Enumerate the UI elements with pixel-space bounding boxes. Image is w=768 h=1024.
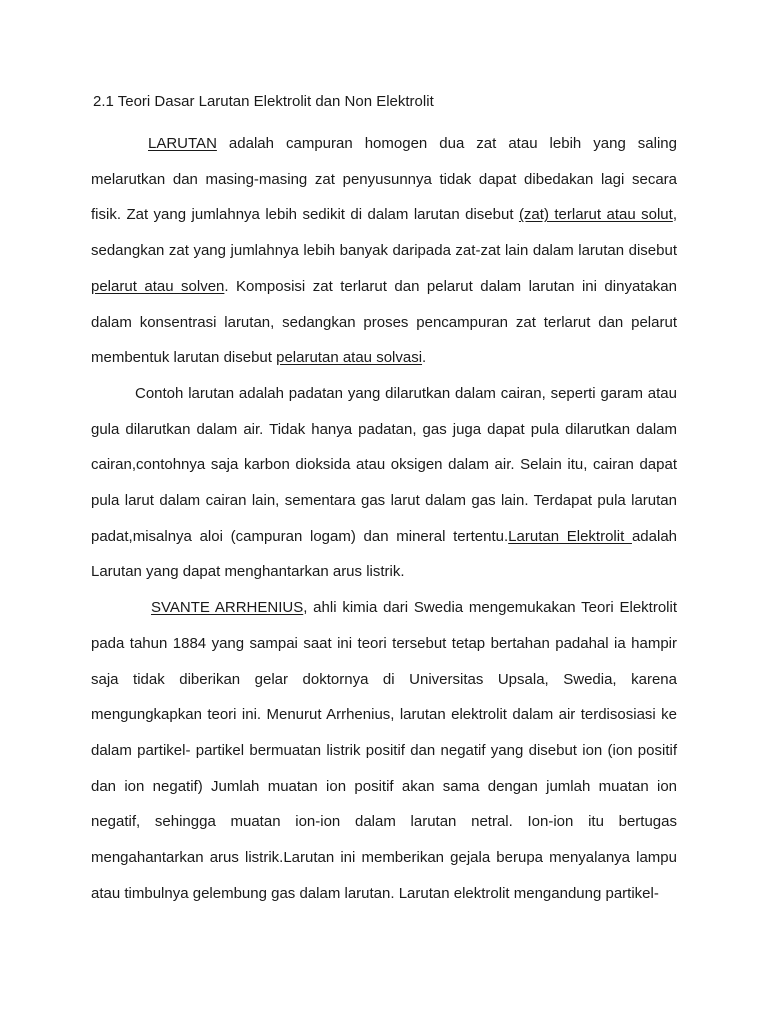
text-run: , sedangkan zat yang jumlahnya lebih banyak daripada zat-zat lain dalam larutan disebut — [91, 206, 677, 260]
text-run: . Komposisi zat terlarut dan pelarut dalam larutan ini dinyatakan dalam konsentrasi larutan, sedangkan proses pencampuran zat terlarut dan pelarut membentuk larutan disebut — [91, 277, 677, 367]
paragraph-contoh-larutan — [91, 376, 677, 590]
paragraph-arrhenius — [91, 590, 677, 911]
section-heading: 2.1 Teori Dasar Larutan Elektrolit dan Non Elektrolit — [93, 93, 434, 110]
term-pelarut: pelarut atau solven — [91, 277, 225, 295]
term-larutan: LARUTAN — [148, 135, 217, 152]
body-text — [91, 126, 677, 911]
paragraph-larutan-definition — [91, 126, 677, 376]
term-svante-arrhenius: SVANTE ARRHENIUS — [151, 599, 304, 617]
text-run: adalah campuran homogen dua zat atau lebih yang saling melarutkan dan masing-masing zat penyusunnya tidak dapat dibedakan lagi secara fisik. Zat yang jumlahnya lebih sedikit di dalam larutan disebut — [91, 135, 677, 224]
text-run: adalah Larutan yang dapat menghantarkan arus listrik. — [91, 527, 677, 581]
text-run: Contoh larutan adalah padatan yang dilarutkan dalam cairan, seperti garam atau gula dilarutkan dalam air. Tidak hanya padatan, gas juga dapat pula dilarutkan dalam cairan,contohnya saja karbon dioksida atau oksigen dalam air. Selain itu, cairan dapat pula larut dalam cairan lain, sementara gas larut dalam gas lain. Terdapat pula larutan padat,misalnya aloi (campuran logam) dan mineral tertentu. — [91, 384, 677, 545]
term-larutan-elektrolit: Larutan Elektrolit — [508, 527, 632, 545]
term-pelarutan: pelarutan atau solvasi — [276, 349, 423, 367]
text-run: , ahli kimia dari Swedia mengemukakan Teori Elektrolit pada tahun 1884 yang sampai saat ini teori tersebut tetap bertahan padahal ia hampir saja tidak diberikan gelar doktornya di Universitas Upsala, Swedia, karena mengungkapkan teori ini. Menurut Arrhenius, larutan elektrolit dalam air terdisosiasi ke dalam partikel- partikel bermuatan listrik positif dan negatif yang disebut ion (ion positif dan ion negatif) Jumlah muatan ion positif akan sama dengan jumlah muatan ion negatif, sehingga muatan ion-ion dalam larutan netral. Ion-ion itu bertugas mengahantarkan arus listrik.Larutan ini memberikan gejala berupa menyalanya lampu atau timbulnya gelembung gas dalam larutan. Larutan elektrolit mengandung partikel- — [91, 599, 677, 902]
text-run: . — [422, 349, 427, 367]
term-zat-terlarut: (zat) terlarut atau solut — [518, 206, 673, 224]
